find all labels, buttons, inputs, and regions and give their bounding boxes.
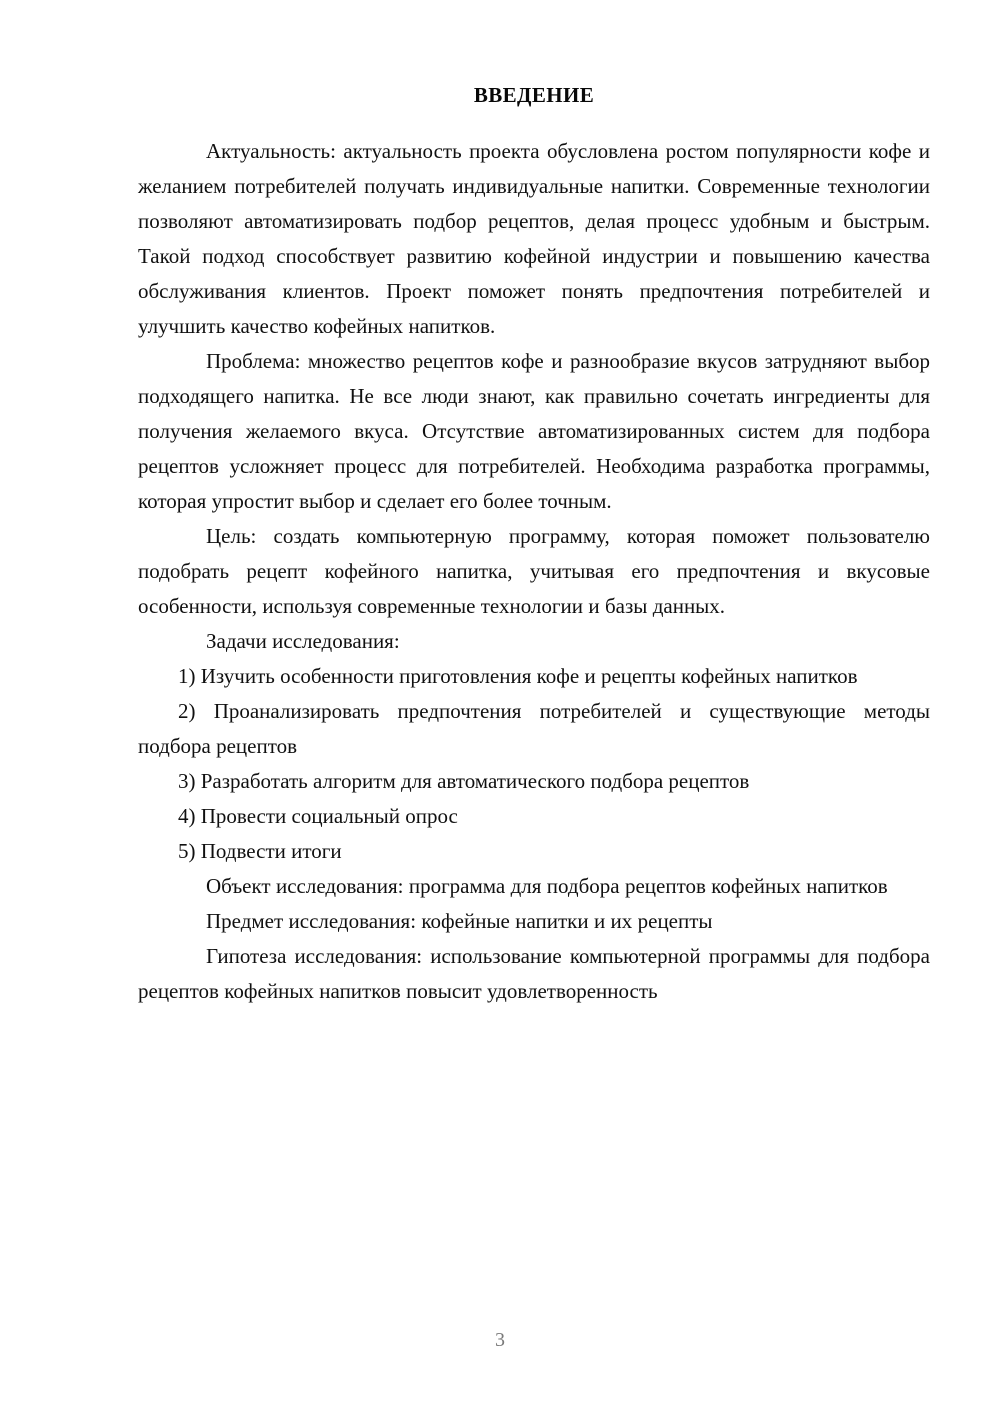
paragraph-text: Проблема: множество рецептов кофе и разнообразие вкусов затрудняют выбор подходящего напитка. Не все люди знают, как правильно сочетать ингредиенты для получения желаемого вкуса. Отсутствие автоматизированных систем для подбора рецептов усложняет процесс для потребителей. Необходима разработка программы, которая упростит выбор и сделает его более точным. <box>138 349 930 513</box>
list-item-task-1 <box>138 659 930 694</box>
paragraph-aktualnost <box>138 134 930 344</box>
list-item-text: 1) Изучить особенности приготовления кофе и рецепты кофейных напитков <box>178 664 858 688</box>
list-item-text: 2) Проанализировать предпочтения потребителей и существующие методы подбора рецептов <box>138 699 930 758</box>
list-item-text: 4) Провести социальный опрос <box>178 804 458 828</box>
paragraph-text: Объект исследования: программа для подбора рецептов кофейных напитков <box>206 874 888 898</box>
list-item-text: 5) Подвести итоги <box>178 839 342 863</box>
page-title: ВВЕДЕНИЕ <box>473 83 595 107</box>
paragraph-predmet <box>138 904 930 939</box>
paragraph-text: Предмет исследования: кофейные напитки и их рецепты <box>206 909 713 933</box>
list-item-task-2 <box>138 694 930 764</box>
paragraph-gipoteza <box>138 939 930 1009</box>
list-item-task-5 <box>138 834 930 869</box>
paragraph-text: Задачи исследования: <box>206 629 400 653</box>
page-number: 3 <box>495 1329 505 1351</box>
paragraph-obekt <box>138 869 930 904</box>
paragraph-text: Цель: создать компьютерную программу, которая поможет пользователю подобрать рецепт кофейного напитка, учитывая его предпочтения и вкусовые особенности, используя современные технологии и базы данных. <box>138 524 930 618</box>
paragraph-text: Актуальность: актуальность проекта обусловлена ростом популярности кофе и желанием потребителей получать индивидуальные напитки. Современные технологии позволяют автоматизировать подбор рецептов, делая процесс удобным и быстрым. Такой подход способствует развитию кофейной индустрии и повышению качества обслуживания клиентов. Проект поможет понять предпочтения потребителей и улучшить качество кофейных напитков. <box>138 139 930 338</box>
list-item-task-3 <box>138 764 930 799</box>
paragraph-zadachi-heading <box>138 624 930 659</box>
list-item-task-4 <box>138 799 930 834</box>
paragraph-problema <box>138 344 930 519</box>
paragraph-cel <box>138 519 930 624</box>
page-content <box>138 78 930 1009</box>
paragraph-text: Гипотеза исследования: использование компьютерной программы для подбора рецептов кофейных напитков повысит удовлетворенность <box>138 944 930 1003</box>
list-item-text: 3) Разработать алгоритм для автоматического подбора рецептов <box>178 769 750 793</box>
